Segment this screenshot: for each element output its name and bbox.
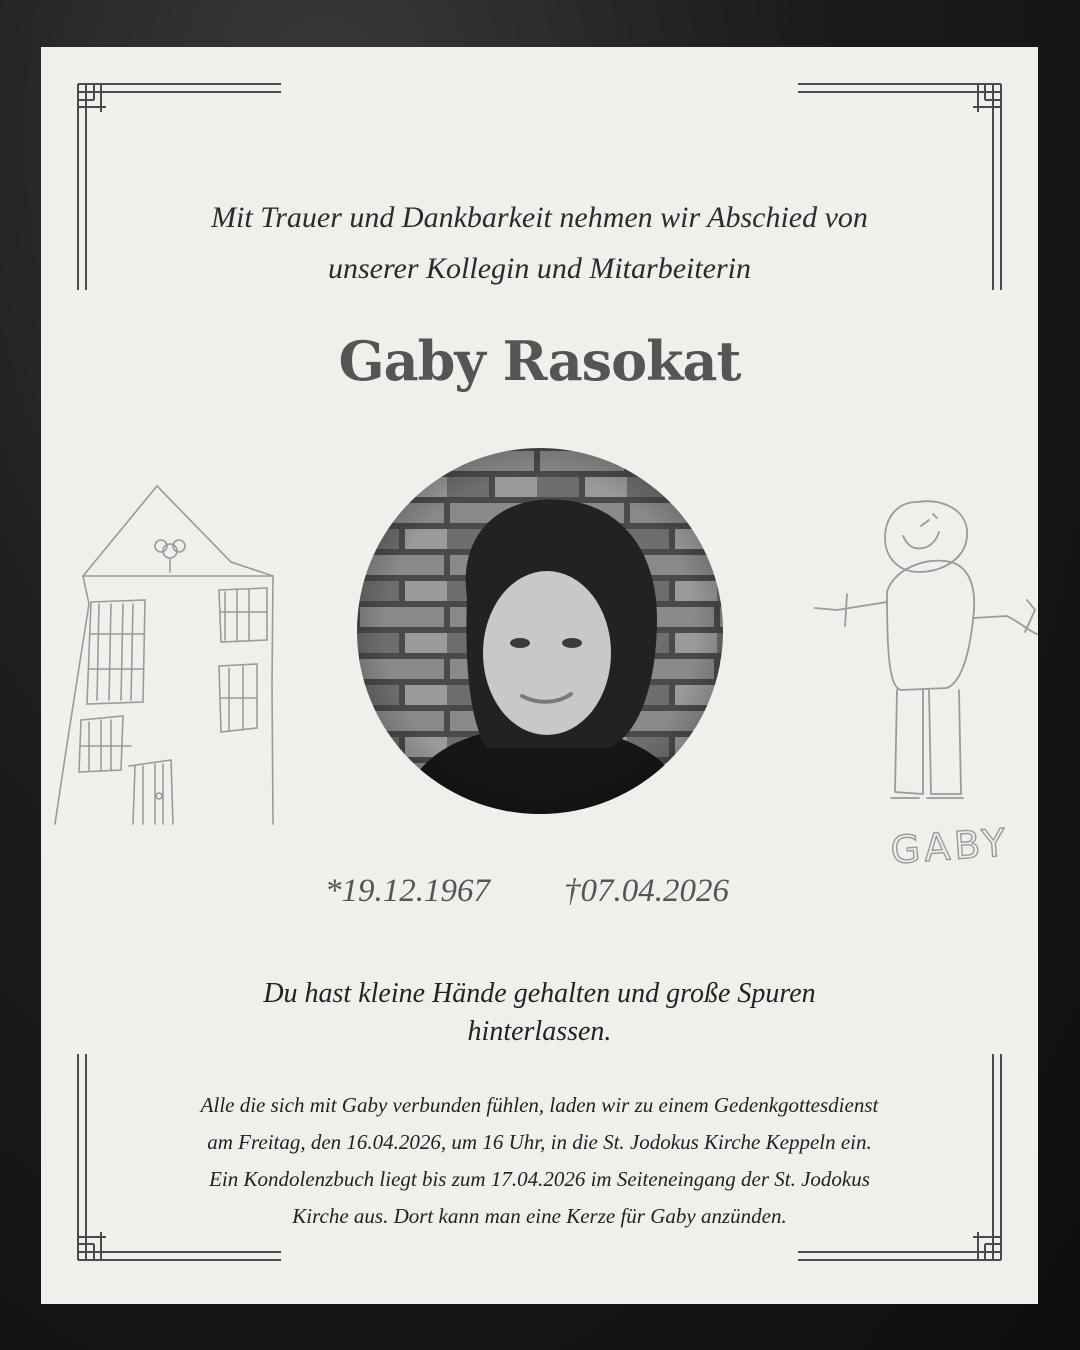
intro-line-2: unserer Kollegin und Mitarbeiterin xyxy=(327,252,752,285)
notice-line-3: Ein Kondolenzbuch liegt bis zum 17.04.2026 im Seiteneingang der St. Jodokus xyxy=(209,1167,870,1191)
intro-text xyxy=(101,192,978,294)
service-notice xyxy=(91,1087,988,1235)
death-date: 07.04.2026 xyxy=(580,873,729,909)
birth-date: *19.12.1967 xyxy=(325,873,490,909)
notice-line-4: Kirche aus. Dort kann man eine Kerze für Gaby anzünden. xyxy=(292,1204,787,1228)
memorial-quote xyxy=(161,975,918,1051)
intro-line-1: Mit Trauer und Dankbarkeit nehmen wir Abschied von xyxy=(211,201,868,234)
life-dates xyxy=(41,873,1038,923)
deceased-name: Gaby Rasokat xyxy=(338,329,741,393)
death-date-group xyxy=(564,873,729,910)
house-drawing xyxy=(53,484,283,827)
cross-icon: † xyxy=(564,873,581,909)
drawing-label: GABY xyxy=(889,820,1011,873)
stick-figure-drawing xyxy=(811,492,1038,882)
quote-line-1: Du hast kleine Hände gehalten und große Spuren xyxy=(263,978,816,1009)
memorial-card xyxy=(41,47,1038,1304)
notice-line-1: Alle die sich mit Gaby verbunden fühlen, laden wir zu einem Gedenkgottesdienst xyxy=(200,1093,879,1117)
portrait-photo xyxy=(357,448,723,814)
notice-line-2: am Freitag, den 16.04.2026, um 16 Uhr, in die St. Jodokus Kirche Keppeln ein. xyxy=(207,1130,872,1154)
quote-line-2: hinterlassen. xyxy=(467,1016,612,1047)
